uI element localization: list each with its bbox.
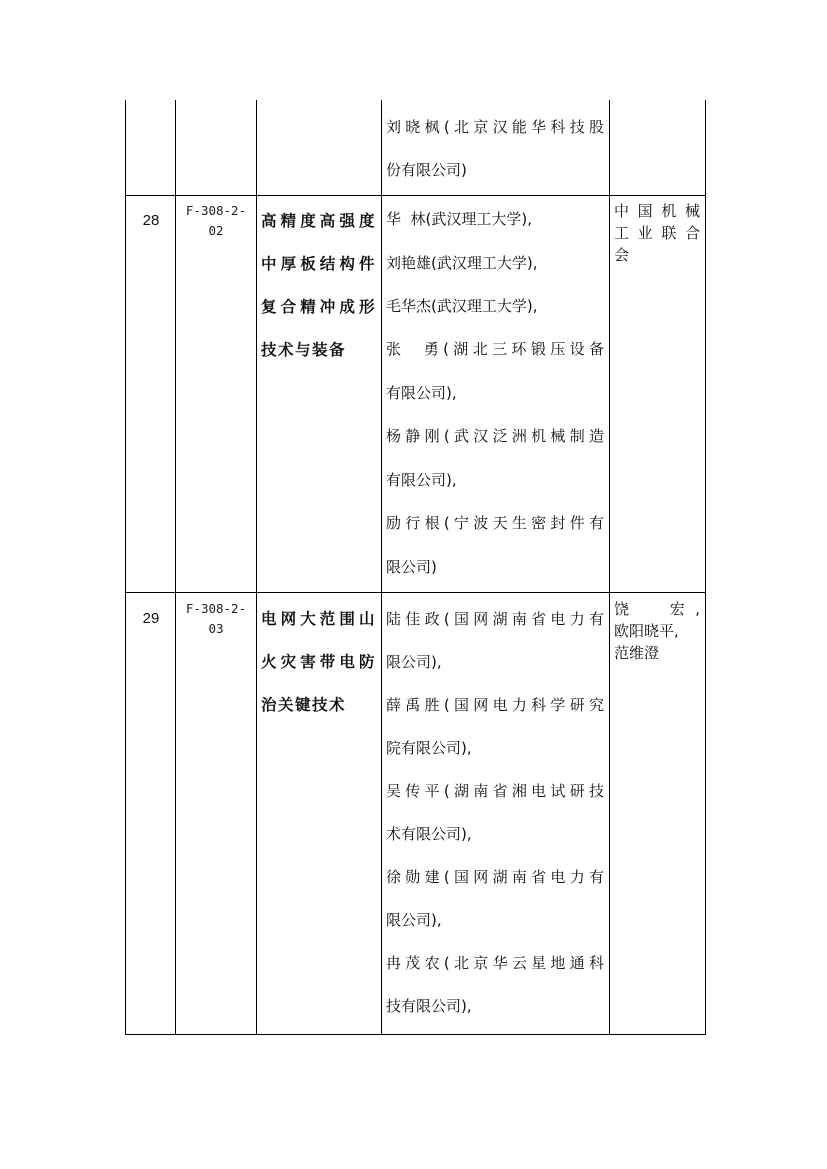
nominator-line: 份有限公司) [386, 161, 467, 179]
nominator-line: 张 勇(湖北三环锻压设备 [386, 340, 604, 358]
recommender-line: 范维澄 [614, 644, 660, 662]
nominator-line: 吴传平(湖南省湘电试研技 [386, 782, 604, 800]
project-title-line: 治关键技术 [261, 696, 347, 714]
column-divider-3 [381, 100, 382, 1035]
column-divider-1 [175, 100, 176, 1035]
table-border-left [125, 100, 126, 1035]
nominator-line: 冉茂农(北京华云星地通科 [386, 954, 604, 972]
project-title-line: 技术与装备 [261, 341, 347, 359]
nominator-line: 徐勋建(国网湖南省电力有 [386, 868, 604, 886]
recommender-line: 欧阳晓平, [614, 622, 679, 640]
project-code: F-308-2- [185, 203, 247, 218]
nominator-line: 毛华杰(武汉理工大学), [386, 297, 538, 315]
nominator-line: 杨静刚(武汉泛洲机械制造 [386, 427, 604, 445]
recommender-line: 中国机械 [614, 202, 700, 220]
row-number: 29 [142, 610, 160, 627]
nominator-line: 技有限公司), [386, 997, 472, 1015]
nominator-line: 薛禹胜(国网电力科学研究 [386, 696, 604, 714]
row-divider-1 [125, 195, 706, 196]
nominator-line: 有限公司), [386, 384, 457, 402]
nominator-line: 刘艳雄(武汉理工大学), [386, 254, 538, 272]
nominator-line: 限公司), [386, 653, 442, 671]
row-number: 28 [142, 212, 160, 229]
project-title-line: 中厚板结构件 [261, 255, 376, 273]
nominator-line: 院有限公司), [386, 739, 472, 757]
nominator-line: 励行根(宁波天生密封件有 [386, 514, 604, 532]
project-code: 03 [208, 621, 224, 636]
column-divider-4 [609, 100, 610, 1035]
column-divider-2 [256, 100, 257, 1035]
nominator-line: 限公司), [386, 911, 442, 929]
project-title-line: 高精度高强度 [261, 212, 376, 230]
nominator-line: 刘晓枫(北京汉能华科技股 [386, 118, 604, 136]
project-title-line: 电网大范围山 [261, 610, 376, 628]
project-code: F-308-2- [185, 601, 247, 616]
recommender-line: 工业联合 [614, 224, 700, 242]
recommender-line: 饶 宏, [614, 600, 700, 618]
nominator-line: 陆佳政(国网湖南省电力有 [386, 610, 604, 628]
nominator-line: 术有限公司), [386, 825, 472, 843]
project-title-line: 复合精冲成形 [261, 298, 376, 316]
recommender-line: 会 [614, 246, 630, 264]
project-title-line: 火灾害带电防 [261, 653, 376, 671]
table-border-bottom [125, 1034, 706, 1035]
nominator-line: 有限公司), [386, 471, 457, 489]
project-code: 02 [208, 223, 224, 238]
table-border-right [705, 100, 706, 1035]
row-divider-2 [125, 592, 706, 593]
nominator-line: 限公司) [386, 558, 437, 576]
nominator-line: 华 林(武汉理工大学), [386, 210, 533, 228]
